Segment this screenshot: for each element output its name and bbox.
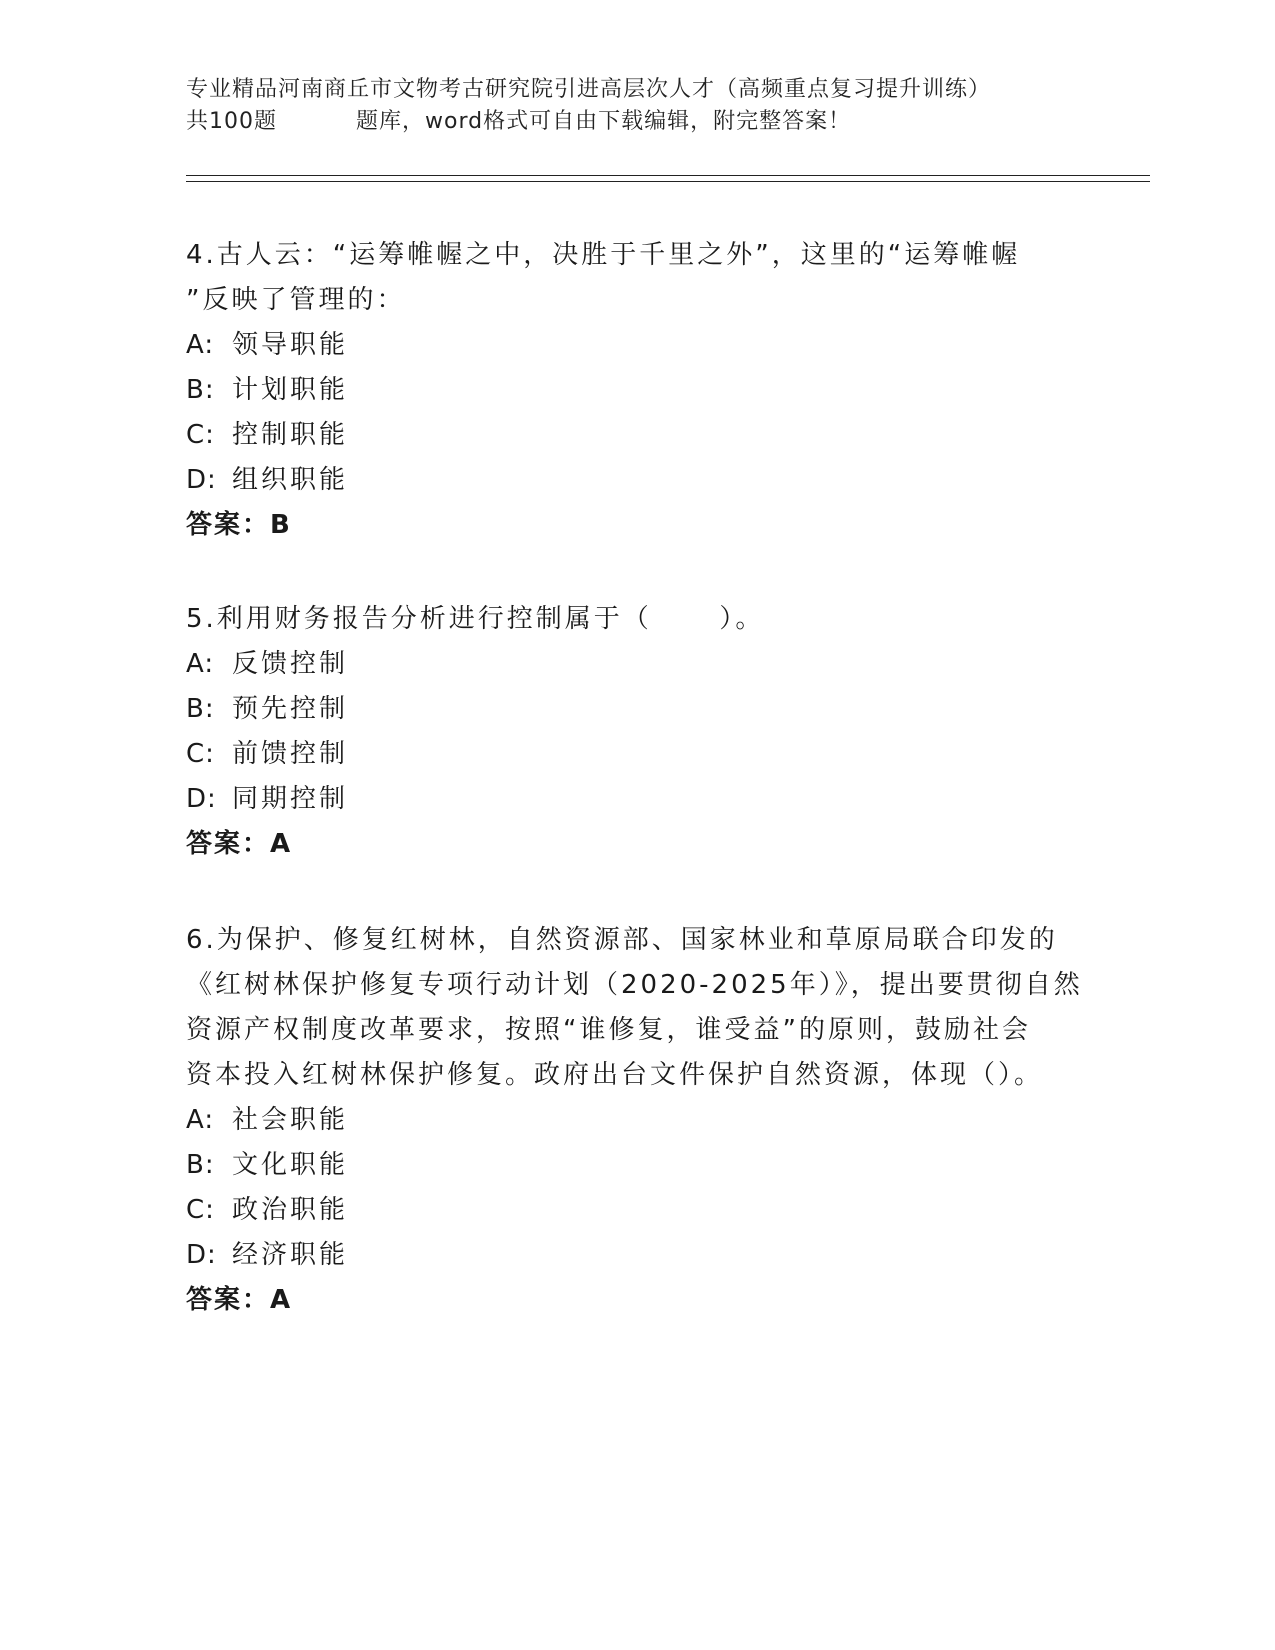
question-block (186, 233, 1086, 548)
option-d (186, 777, 1086, 822)
option-key: B: (186, 1150, 215, 1180)
option-text: 文化职能 (232, 1150, 349, 1180)
header-divider-bottom (186, 181, 1150, 182)
question-count: 共100题 (186, 109, 277, 134)
answer-line: 答案：A (186, 1285, 293, 1315)
option-key: D: (186, 784, 217, 814)
question-stem-line: ”反映了管理的： (186, 285, 406, 315)
option-text: 计划职能 (232, 375, 349, 405)
option-key: D: (186, 465, 217, 495)
option-c (186, 1188, 1086, 1233)
option-key: C: (186, 1195, 215, 1225)
option-a (186, 1098, 1086, 1143)
option-text: 政治职能 (232, 1195, 349, 1225)
option-text: 同期控制 (232, 784, 349, 814)
option-key: D: (186, 1240, 217, 1270)
option-text: 预先控制 (232, 694, 349, 724)
option-key: C: (186, 420, 215, 450)
option-text: 社会职能 (232, 1105, 349, 1135)
option-text: 领导职能 (232, 330, 349, 360)
header-title-line1: 专业精品河南商丘市文物考古研究院引进高层次人才（高频重点复习提升训练） (186, 77, 992, 102)
question-block (186, 918, 1086, 1323)
question-stem-line: 6.为保护、修复红树林，自然资源部、国家林业和草原局联合印发的 (186, 925, 1058, 955)
answer-line: 答案：B (186, 510, 292, 540)
option-key: A: (186, 1105, 215, 1135)
option-b (186, 1143, 1086, 1188)
answer-line: 答案：A (186, 829, 293, 859)
option-c (186, 732, 1086, 777)
option-text: 反馈控制 (232, 649, 349, 679)
option-b (186, 368, 1086, 413)
question-stem-line: 4.古人云：“运筹帷幄之中，决胜于千里之外”，这里的“运筹帷幄 (186, 240, 1021, 270)
question-stem-line: 资本投入红树林保护修复。政府出台文件保护自然资源，体现（）。 (186, 1060, 1044, 1090)
option-a (186, 323, 1086, 368)
question-block (186, 597, 1086, 867)
option-c (186, 413, 1086, 458)
option-key: B: (186, 375, 215, 405)
option-a (186, 642, 1086, 687)
option-d (186, 1233, 1086, 1278)
option-text: 组织职能 (232, 465, 349, 495)
question-stem-line: 《红树林保护修复专项行动计划（2020-2025年）》，提出要贯彻自然 (186, 970, 1083, 1000)
option-key: A: (186, 330, 215, 360)
question-stem-line: 资源产权制度改革要求，按照“谁修复，谁受益”的原则，鼓励社会 (186, 1015, 1031, 1045)
option-text: 经济职能 (232, 1240, 349, 1270)
option-b (186, 687, 1086, 732)
option-key: A: (186, 649, 215, 679)
header-title-line2: 题库，word格式可自由下载编辑，附完整答案！ (356, 109, 852, 134)
question-stem-line: 5.利用财务报告分析进行控制属于（ ）。 (186, 604, 765, 634)
document-header (186, 74, 1086, 138)
option-text: 控制职能 (232, 420, 349, 450)
option-d (186, 458, 1086, 503)
header-divider-top (186, 175, 1150, 176)
option-key: B: (186, 694, 215, 724)
header-title-line2-row (186, 106, 1086, 138)
option-key: C: (186, 739, 215, 769)
option-text: 前馈控制 (232, 739, 349, 769)
